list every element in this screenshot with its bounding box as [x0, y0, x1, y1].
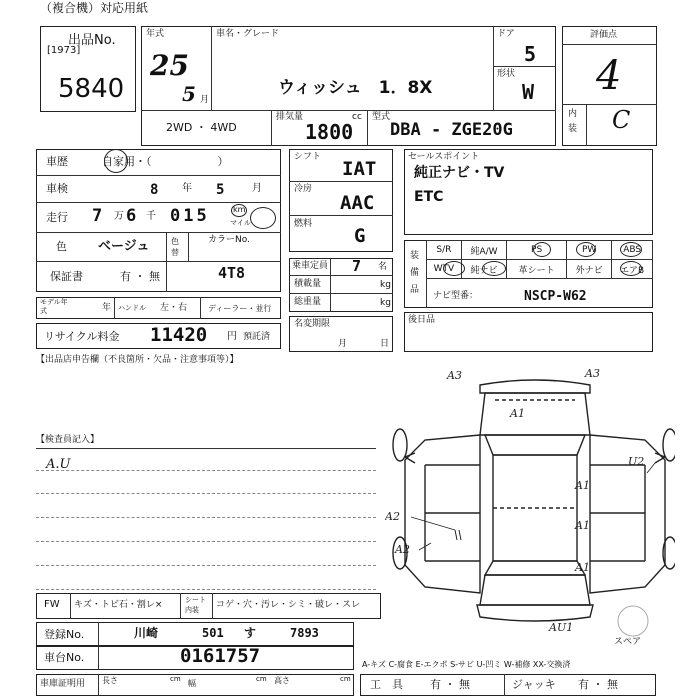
- year-label: 年式: [146, 29, 165, 39]
- equip-ext-navi: 外ナビ: [567, 260, 612, 279]
- equipment-label: 装備品: [410, 251, 420, 295]
- recycle-label: リサイクル料金: [44, 330, 120, 343]
- mile-label: マイル: [230, 219, 251, 227]
- equip-ps: PS: [507, 241, 567, 260]
- inspector-label: 【検査員記入】: [36, 435, 100, 445]
- height-unit: cm: [340, 675, 351, 683]
- inspection-label: 車検: [46, 182, 68, 195]
- damage-legend: A-キズ C-腐食 E-エクボ S-サビ U-凹ミ W-補修 XX-交換済: [362, 660, 571, 669]
- recycle-amount: 11420: [150, 324, 208, 346]
- color-value: ベージュ: [98, 239, 150, 254]
- damage-mark: A1: [575, 561, 590, 574]
- mileage-circle: [250, 207, 276, 229]
- km-label: km: [233, 205, 246, 214]
- inspector-note: A.U: [46, 457, 71, 472]
- color-number: 4T8: [218, 264, 246, 282]
- damage-mark: A1: [510, 407, 525, 420]
- jack-value: 有 ・ 無: [578, 678, 618, 691]
- mileage-man-unit: 万: [114, 211, 124, 222]
- abs-circle: [620, 242, 642, 257]
- equip-wtv: WTV: [427, 260, 462, 279]
- registration-class: 501: [202, 626, 224, 640]
- handle-label: ハンドル: [118, 304, 146, 312]
- total-weight-label: 総重量: [294, 297, 322, 307]
- model-code: DBA - ZGE20G: [390, 120, 513, 140]
- ac-value: AAC: [340, 192, 375, 214]
- registration-label: 登録No.: [44, 628, 85, 641]
- shape-label: 形状: [497, 69, 516, 79]
- recycle-unit: 円: [227, 331, 237, 342]
- doors-value: 5: [524, 42, 537, 66]
- pw-circle: [576, 242, 596, 257]
- navi-circle: [482, 261, 506, 276]
- fw-label: FW: [44, 599, 60, 610]
- name-change-label: 名変期限: [294, 319, 331, 329]
- month-unit: 月: [200, 95, 210, 105]
- width-unit: cm: [256, 675, 267, 683]
- recycle-deposit: 預託済: [243, 332, 271, 342]
- model-label: 型式: [372, 112, 391, 122]
- width-label: 幅: [188, 679, 196, 688]
- displacement-value: 1800: [305, 120, 354, 144]
- load-unit: kg: [380, 280, 391, 290]
- load-label: 積載量: [294, 279, 322, 289]
- registration-place: 川崎: [134, 626, 159, 640]
- inspection-year: 8: [150, 182, 159, 198]
- capacity-value: 7: [352, 257, 362, 275]
- use-label: 車歴: [46, 155, 68, 168]
- car-diagram: [385, 365, 675, 650]
- total-weight-unit: kg: [380, 298, 391, 308]
- damage-mark: AU1: [549, 621, 574, 634]
- capacity-unit: 名: [378, 262, 388, 272]
- damage-mark: A2: [385, 510, 400, 523]
- damage-mark: A3: [585, 367, 600, 380]
- name-change-day: 日: [380, 339, 390, 349]
- damage-mark: U2: [628, 455, 645, 468]
- year-value: 25: [150, 49, 189, 82]
- damage-mark: A1: [575, 479, 590, 492]
- color-no-label: カラーNo.: [208, 235, 250, 245]
- spare-label: スペア: [614, 637, 642, 647]
- mileage-label: 走行: [46, 211, 68, 224]
- shape-value: W: [522, 80, 535, 104]
- chassis-number: 0161757: [180, 645, 261, 667]
- shift-label: シフト: [294, 152, 322, 162]
- equip-sr: S/R: [427, 241, 462, 260]
- model-year-unit: 年: [102, 303, 112, 313]
- km-circle: [231, 204, 247, 217]
- form-title: （複合機）対応用紙: [40, 1, 149, 15]
- height-label: 高さ: [274, 676, 290, 685]
- color-label: 色: [56, 240, 67, 253]
- doors-label: ドア: [497, 29, 515, 39]
- equip-aw: 純A/W: [461, 241, 506, 260]
- length-label: 長さ: [102, 676, 118, 685]
- wtv-circle: [443, 261, 465, 276]
- interior-label: 内装: [568, 109, 578, 134]
- damage-mark: A3: [447, 369, 462, 382]
- ac-label: 冷房: [294, 184, 313, 194]
- color-change-label: 色替: [171, 237, 179, 257]
- damage-mark: A2: [395, 543, 410, 556]
- mileage-10k: 7: [92, 206, 103, 226]
- fw-damage-text: キズ・トビ石・割レ×: [74, 600, 163, 610]
- use-options: 自家用・（ ）: [102, 155, 229, 168]
- capacity-label: 乗車定員: [292, 261, 329, 271]
- car-name: ウィッシュ 1．8X: [278, 78, 433, 98]
- navi-model-label: ナビ型番：: [433, 291, 479, 301]
- dims-label: 車庫証明用: [40, 679, 86, 689]
- drive-type: 2WD ・ 4WD: [166, 121, 237, 134]
- inspection-year-unit: 年: [182, 183, 192, 194]
- warranty-label: 保証書: [50, 270, 83, 283]
- equip-abs: ABS: [612, 241, 653, 260]
- use-circle: [104, 149, 128, 173]
- fuel-label: 燃料: [294, 219, 313, 229]
- tools-value: 有 ・ 無: [430, 678, 470, 691]
- registration-kana: す: [244, 626, 257, 640]
- lot-label: 出品No.: [68, 33, 116, 48]
- lane-number: [1973]: [47, 45, 81, 56]
- equip-airbag: エアB: [612, 260, 653, 279]
- name-change-month: 月: [338, 339, 348, 349]
- month-value: 5: [182, 82, 196, 106]
- shift-value: IAT: [342, 158, 377, 180]
- name-label: 車名・グレード: [216, 29, 280, 39]
- equip-leather: 革シート: [507, 260, 567, 279]
- seat-damage-text: コゲ・穴・汚レ・シミ・破レ・スレ: [216, 600, 361, 610]
- lot-number: 5840: [58, 74, 125, 104]
- aftermarket-box: [404, 312, 653, 352]
- length-unit: cm: [170, 675, 181, 683]
- equip-pw: PW: [567, 241, 612, 260]
- chassis-label: 車台No.: [44, 651, 85, 664]
- handle-value: 左・右: [160, 303, 188, 313]
- damage-mark: A1: [575, 519, 590, 532]
- displacement-unit: cc: [352, 112, 362, 122]
- interior-grade: C: [612, 106, 631, 134]
- ps-circle: [533, 242, 551, 257]
- equip-navi: 純ナビ: [461, 260, 506, 279]
- sales-point-label: セールスポイント: [408, 152, 480, 162]
- seat-label: シート内装: [185, 596, 206, 614]
- dealer-label: ディーラー・並行: [208, 304, 272, 313]
- registration-number: 7893: [290, 626, 319, 640]
- aftermarket-label: 後日品: [408, 315, 436, 325]
- sales-point-line1: 純正ナビ・TV: [414, 165, 505, 181]
- model-year-label: モデル年式: [40, 298, 68, 315]
- tools-label: 工 具: [370, 678, 403, 691]
- mileage-sen-unit: 千: [146, 211, 156, 222]
- jack-label: ジャッキ: [512, 678, 556, 691]
- inspection-month: 5: [216, 182, 225, 198]
- grade-score: 4: [596, 53, 622, 99]
- mileage-1k: 6: [126, 206, 137, 226]
- grade-label: 評価点: [590, 30, 618, 40]
- warranty-value: 有 ・ 無: [120, 270, 160, 283]
- airbag-circle: [620, 261, 642, 276]
- displacement-label: 排気量: [276, 112, 304, 122]
- navi-model: NSCP-W62: [524, 289, 587, 304]
- inspection-month-unit: 月: [252, 183, 262, 194]
- declaration-label: 【出品店申告欄（不良箇所・欠品・注意事項等）】: [36, 355, 239, 365]
- fuel-value: G: [354, 225, 366, 247]
- mileage-rest: 015: [170, 206, 210, 226]
- sales-point-line2: ETC: [414, 189, 444, 205]
